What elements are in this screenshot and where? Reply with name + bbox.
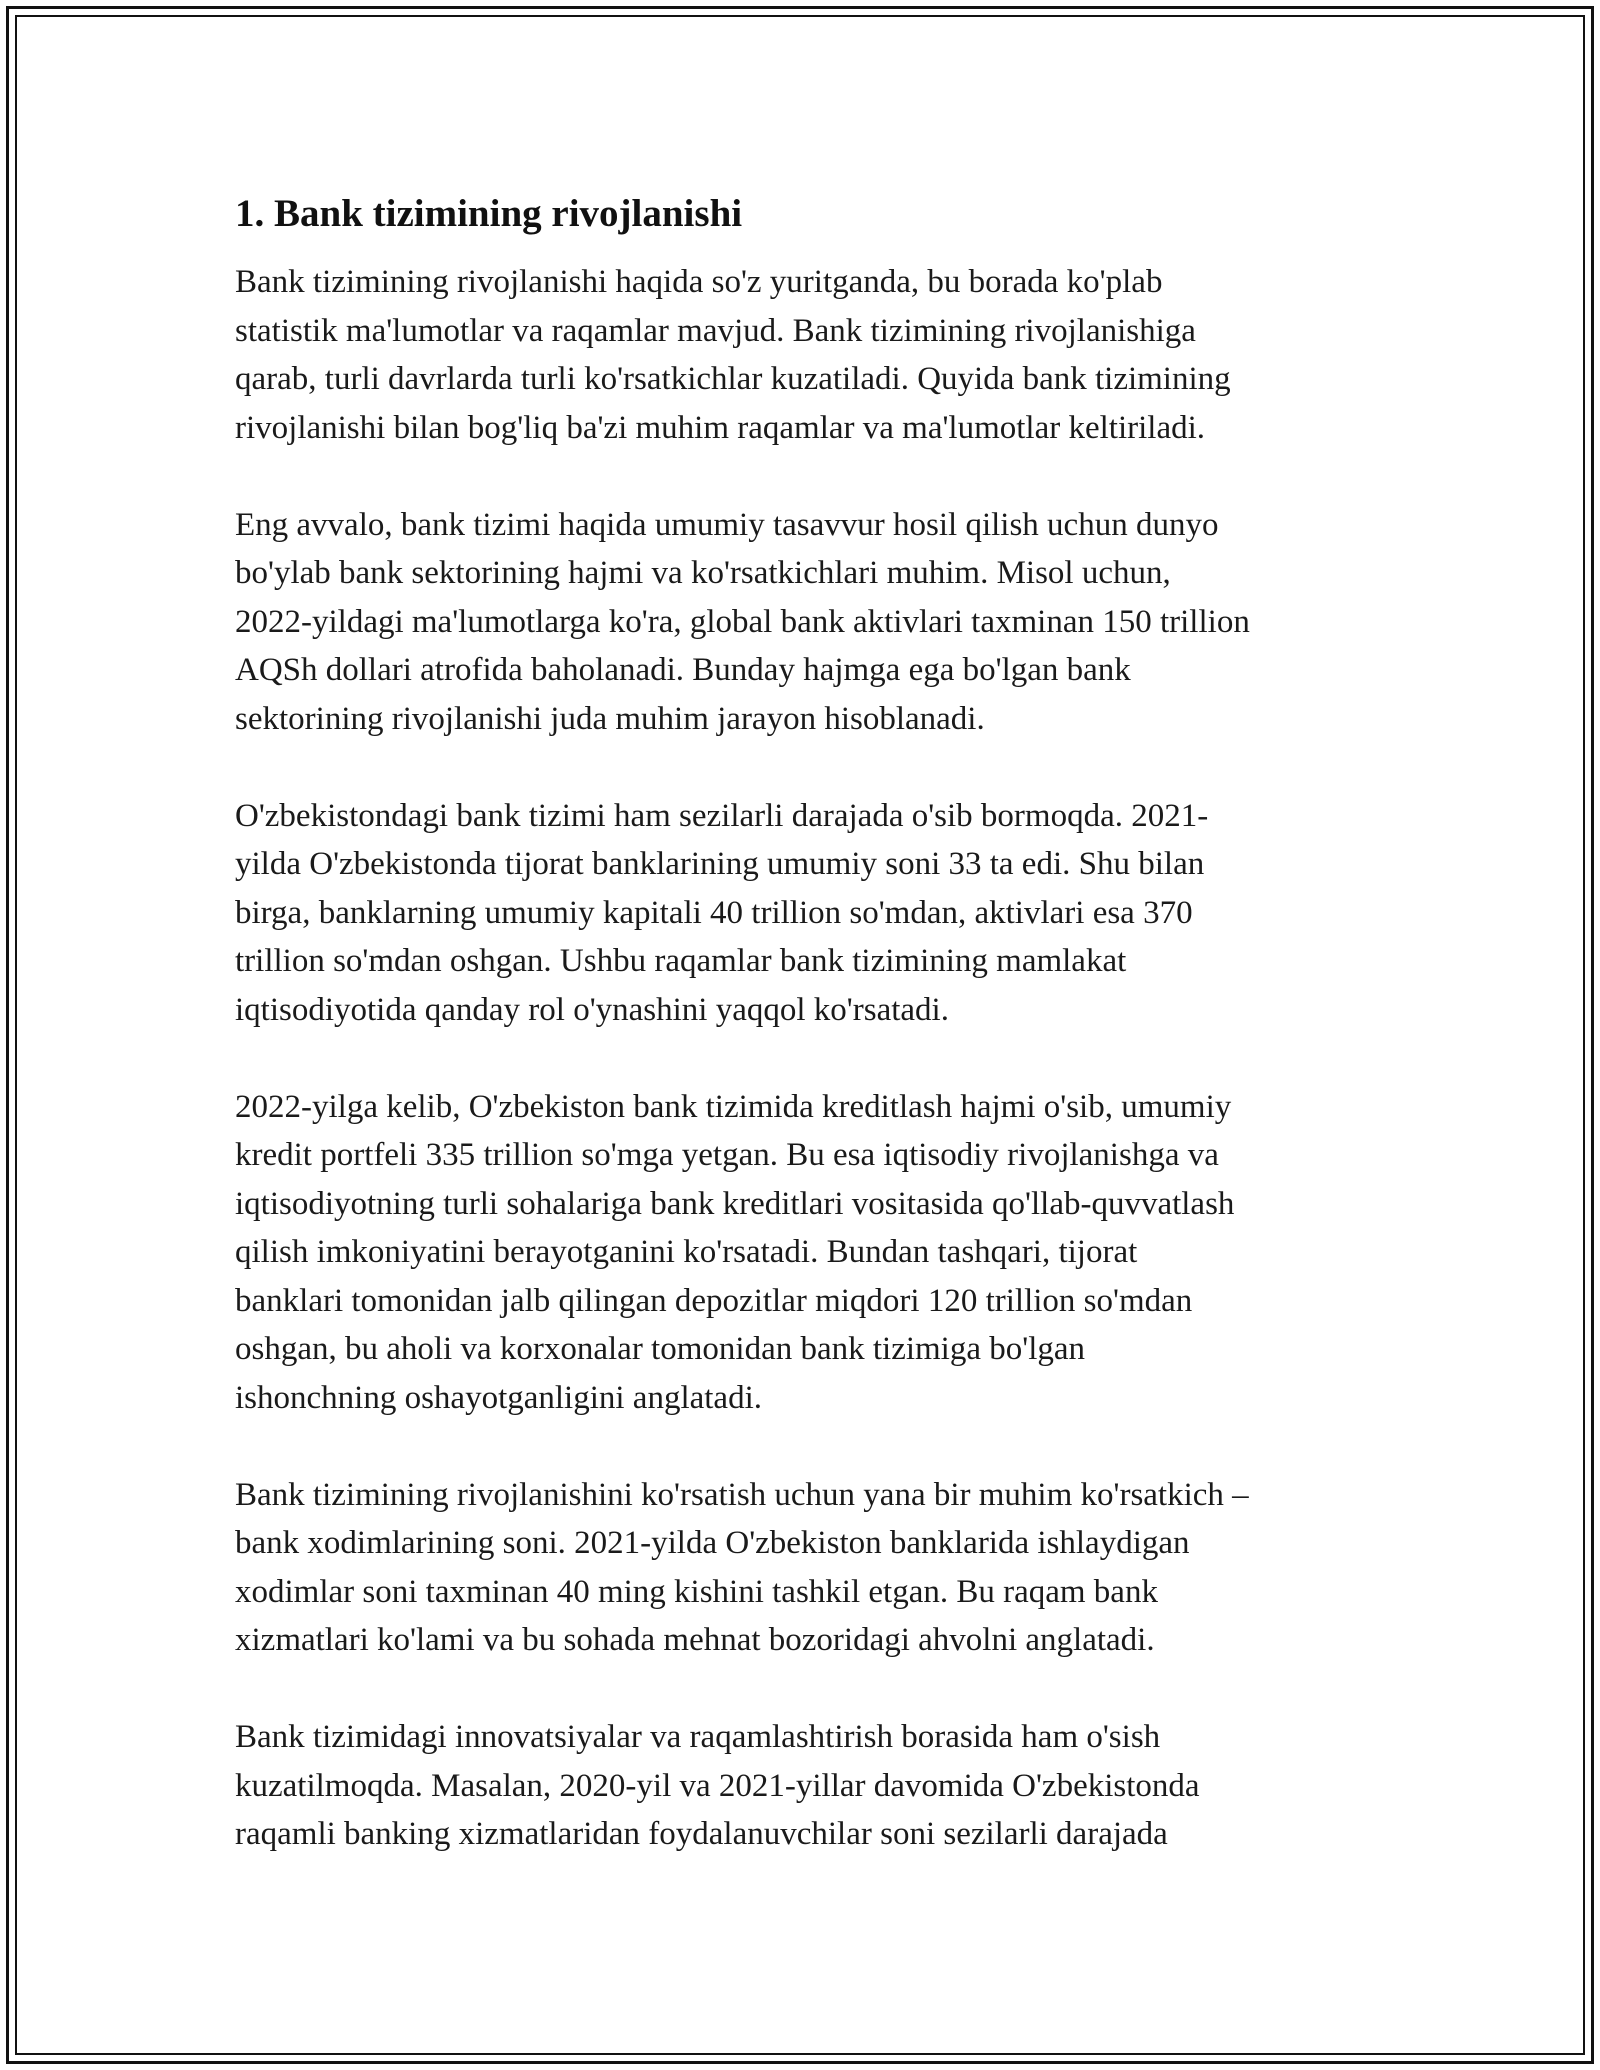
paragraph-3 [235,792,1370,1035]
section-heading: 1. Bank tizimining rivojlanishi [235,192,743,235]
paragraph-4 [235,1083,1370,1423]
document-body [235,190,1370,1907]
text-line: sektorining rivojlanishi juda muhim jarayon hisoblanadi. [235,700,985,737]
text-line: oshgan, bu aholi va korxonalar tomonidan bank tizimiga bo'lgan [235,1331,1086,1367]
paragraph-6 [235,1713,1370,1859]
paragraph-5 [235,1471,1370,1665]
text-line: iqtisodiyotida qanday rol o'ynashini yaqqol ko'rsatadi. [235,991,949,1028]
text-line: Bank tizimidagi innovatsiyalar va raqamlashtirish borasida ham o'sish [235,1719,1161,1755]
text-line: qarab, turli davrlarda turli ko'rsatkichlar kuzatiladi. Quyida bank tizimining [235,361,1231,397]
text-line: birga, banklarning umumiy kapitali 40 trillion so'mdan, aktivlari esa 370 [235,894,1193,931]
text-line: xizmatlari ko'lami va bu sohada mehnat bozoridagi ahvolni anglatadi. [235,1622,1155,1658]
text-line: rivojlanishi bilan bog'liq ba'zi muhim raqamlar va ma'lumotlar keltiriladi. [235,409,1206,446]
text-line: AQSh dollari atrofida baholanadi. Bunday hajmga ega bo'lgan bank [235,652,1131,688]
paragraph-1 [235,258,1370,452]
text-line: 2022-yilga kelib, O'zbekiston bank tizimida kreditlash hajmi o'sib, umumiy [235,1088,1232,1125]
text-line: iqtisodiyotning turli sohalariga bank kreditlari vositasida qo'llab-quvvatlash [235,1185,1235,1222]
text-line: kuzatilmoqda. Masalan, 2020-yil va 2021-yillar davomida O'zbekistonda [235,1767,1200,1804]
text-line: yilda O'zbekistonda tijorat banklarining umumiy soni 33 ta edi. Shu bilan [235,846,1205,882]
text-line: Bank tizimining rivojlanishini ko'rsatish uchun yana bir muhim ko'rsatkich – [235,1476,1249,1513]
text-line: qilish imkoniyatini berayotganini ko'rsatadi. Bundan tashqari, tijorat [235,1234,1138,1270]
text-line: statistik ma'lumotlar va raqamlar mavjud. Bank tizimining rivojlanishiga [235,312,1196,349]
paragraph-2 [235,501,1370,744]
text-line: Eng avvalo, bank tizimi haqida umumiy tasavvur hosil qilish uchun dunyo [235,506,1219,543]
text-line: banklari tomonidan jalb qilingan depozitlar miqdori 120 trillion so'mdan [235,1282,1193,1319]
text-line: raqamli banking xizmatlaridan foydalanuvchilar soni sezilarli darajada [235,1816,1168,1852]
text-line: Bank tizimining rivojlanishi haqida so'z yuritganda, bu borada ko'plab [235,264,1163,300]
text-line: kredit portfeli 335 trillion so'mga yetgan. Bu esa iqtisodiy rivojlanishga va [235,1137,1219,1173]
text-line: O'zbekistondagi bank tizimi ham sezilarli darajada o'sib bormoqda. 2021- [235,797,1209,834]
text-line: xodimlar soni taxminan 40 ming kishini tashkil etgan. Bu raqam bank [235,1573,1158,1610]
text-line: 2022-yildagi ma'lumotlarga ko'ra, global bank aktivlari taxminan 150 trillion [235,603,1250,640]
text-line: trillion so'mdan oshgan. Ushbu raqamlar bank tizimining mamlakat [235,943,1127,979]
text-line: ishonchning oshayotganligini anglatadi. [235,1379,763,1416]
text-line: bank xodimlarining soni. 2021-yilda O'zbekiston banklarida ishlaydigan [235,1525,1190,1561]
text-line: bo'ylab bank sektorining hajmi va ko'rsatkichlari muhim. Misol uchun, [235,555,1171,591]
